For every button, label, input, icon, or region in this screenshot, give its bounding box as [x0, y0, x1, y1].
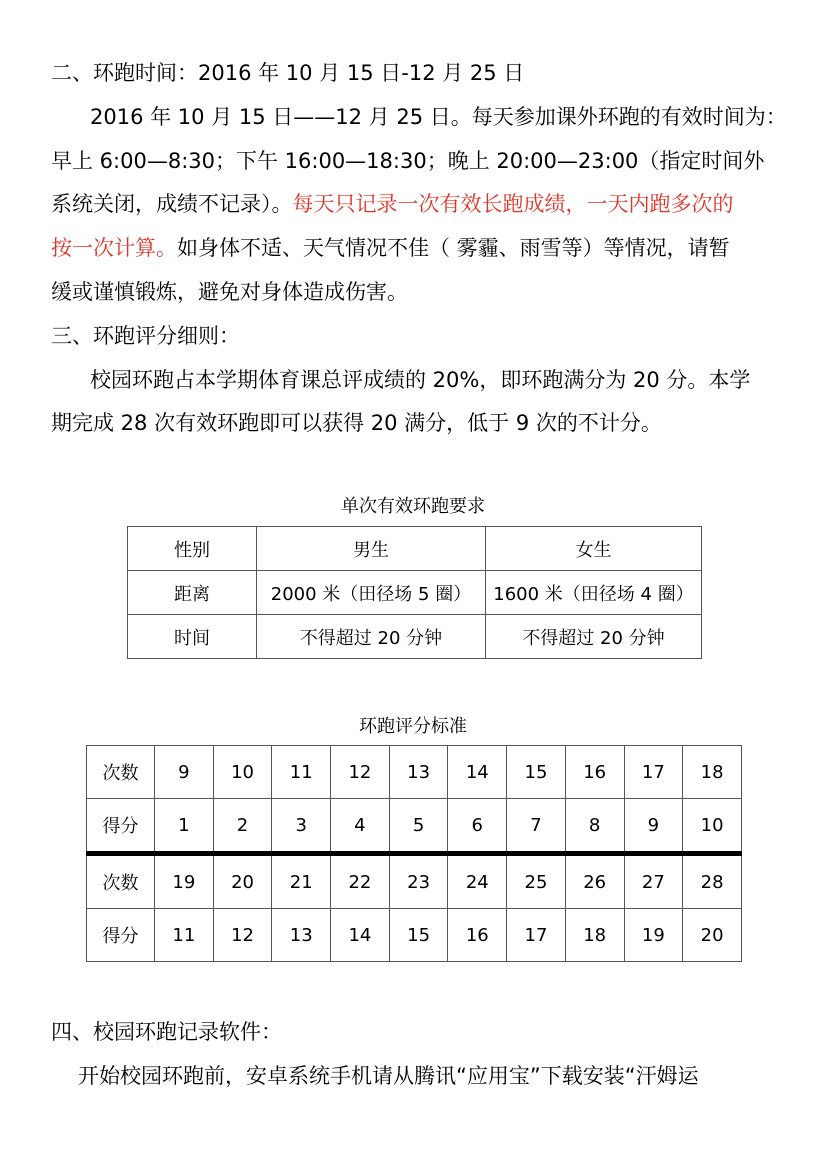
table-cell: 9 [624, 799, 683, 854]
table-cell: 14 [331, 909, 390, 962]
requirement-table [127, 526, 702, 659]
section-software-heading: 四、校园环跑记录软件： [51, 1020, 282, 1044]
table-cell: 28 [683, 854, 742, 909]
table-cell: 27 [624, 854, 683, 909]
table-cell: 18 [683, 746, 742, 799]
table-cell: 4 [331, 799, 390, 854]
table-cell: 2 [213, 799, 272, 854]
score-table-caption: 环跑评分标准 [359, 716, 467, 737]
table-row [87, 854, 742, 909]
table-row [87, 746, 742, 799]
table-cell: 7 [507, 799, 566, 854]
row-header-cell: 得分 [87, 799, 155, 854]
table-cell: 不得超过 20 分钟 [257, 615, 486, 659]
table-cell: 9 [155, 746, 214, 799]
table-cell: 17 [507, 909, 566, 962]
table-cell: 不得超过 20 分钟 [486, 615, 702, 659]
table-cell: 22 [331, 854, 390, 909]
table-cell: 16 [448, 909, 507, 962]
paragraph-text: 系统关闭，成绩不记录）。 [51, 192, 293, 216]
table-row [87, 909, 742, 962]
table-cell: 3 [272, 799, 331, 854]
highlighted-rule: 每天只记录一次有效长跑成绩，一天内跑多次的 [292, 192, 734, 216]
table-cell: 24 [448, 854, 507, 909]
table-cell: 25 [507, 854, 566, 909]
section-rules-heading: 三、环跑评分细则： [51, 324, 240, 348]
row-header-cell: 性别 [128, 527, 257, 571]
table-row [128, 527, 702, 571]
table-cell: 21 [272, 854, 331, 909]
paragraph-line [51, 191, 734, 217]
paragraph-line: 期完成 28 次有效环跑即可以获得 20 满分，低于 9 次的不计分。 [51, 411, 662, 435]
table-cell: 19 [155, 854, 214, 909]
table-cell: 18 [565, 909, 624, 962]
score-table [86, 745, 742, 962]
table-cell: 15 [507, 746, 566, 799]
table-cell: 女生 [486, 527, 702, 571]
table-cell: 20 [683, 909, 742, 962]
paragraph-line: 校园环跑占本学期体育课总评成绩的 20%，即环跑满分为 20 分。本学 [90, 368, 751, 392]
row-header-cell: 得分 [87, 909, 155, 962]
table-row [128, 571, 702, 615]
table-cell: 2000 米（田径场 5 圈） [257, 571, 486, 615]
section-time-heading: 二、环跑时间：2016 年 10 月 15 日-12 月 25 日 [51, 61, 525, 85]
table-cell: 11 [155, 909, 214, 962]
paragraph-line: 早上 6:00—8:30；下午 16:00—18:30；晚上 20:00—23:00（指定时间外 [51, 149, 765, 173]
row-header-cell: 次数 [87, 746, 155, 799]
paragraph-text: 如身体不适、天气情况不佳（ 雾霾、雨雪等）等情况，请暂 [177, 236, 730, 260]
table-cell: 15 [389, 909, 448, 962]
highlighted-rule: 按一次计算。 [51, 236, 177, 260]
table-cell: 23 [389, 854, 448, 909]
table-cell: 17 [624, 746, 683, 799]
table-cell: 8 [565, 799, 624, 854]
table-cell: 10 [683, 799, 742, 854]
row-header-cell: 时间 [128, 615, 257, 659]
table-cell: 5 [389, 799, 448, 854]
requirement-table-body [128, 527, 702, 659]
table-cell: 16 [565, 746, 624, 799]
table-cell: 19 [624, 909, 683, 962]
table-cell: 12 [213, 909, 272, 962]
table-row [87, 799, 742, 854]
table-cell: 1600 米（田径场 4 圈） [486, 571, 702, 615]
paragraph-line: 缓或谨慎锻炼，避免对身体造成伤害。 [51, 280, 408, 304]
score-table-body [87, 746, 742, 962]
table-cell: 26 [565, 854, 624, 909]
table-row [128, 615, 702, 659]
table-cell: 13 [389, 746, 448, 799]
requirement-table-caption: 单次有效环跑要求 [341, 496, 485, 517]
row-header-cell: 次数 [87, 854, 155, 909]
table-cell: 14 [448, 746, 507, 799]
paragraph-line [51, 235, 730, 261]
table-cell: 男生 [257, 527, 486, 571]
table-cell: 6 [448, 799, 507, 854]
paragraph-line: 2016 年 10 月 15 日——12 月 25 日。每天参加课外环跑的有效时间为： [90, 105, 787, 129]
paragraph-line: 开始校园环跑前，安卓系统手机请从腾讯“应用宝”下载安装“汗姆运 [78, 1064, 699, 1088]
table-cell: 20 [213, 854, 272, 909]
table-cell: 10 [213, 746, 272, 799]
row-header-cell: 距离 [128, 571, 257, 615]
table-cell: 1 [155, 799, 214, 854]
table-cell: 11 [272, 746, 331, 799]
table-cell: 12 [331, 746, 390, 799]
table-cell: 13 [272, 909, 331, 962]
